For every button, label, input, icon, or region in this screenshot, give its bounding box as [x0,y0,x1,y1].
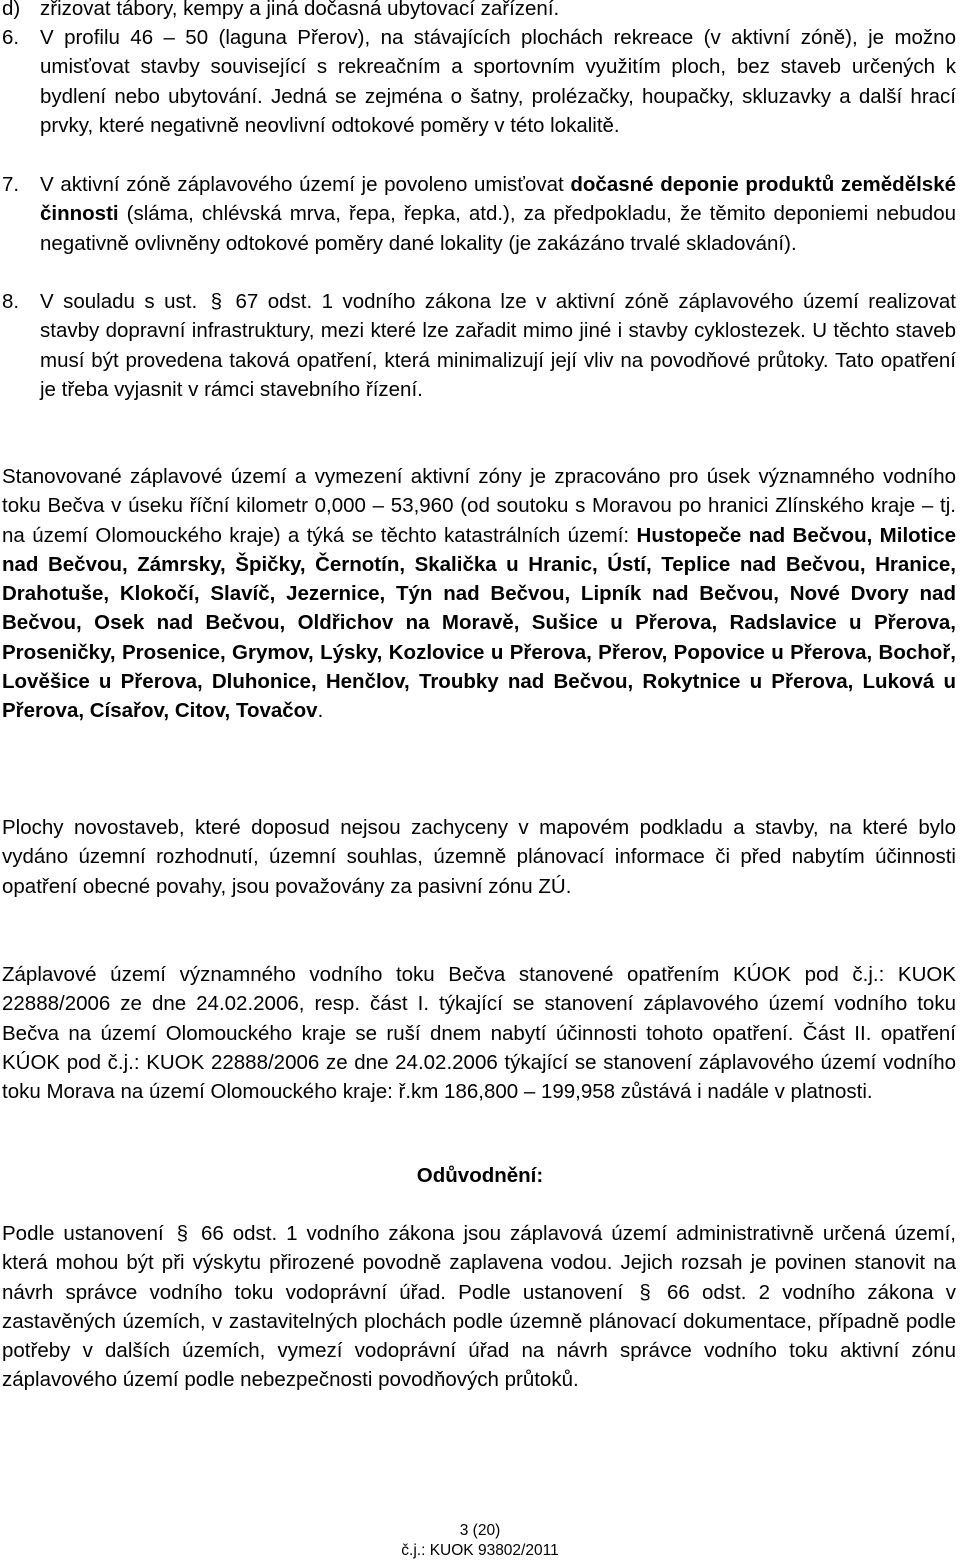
list-number: 6. [2,26,20,49]
section-sign: § [639,1280,651,1304]
section-heading: Odůvodnění: [416,1164,544,1187]
list-number: 7. [2,173,20,196]
text-run: V souladu s ust. [40,290,207,313]
document-reference: č.j.: KUOK 93802/2011 [401,1542,559,1559]
text-run: V aktivní zóně záplavového území je povoleno umisťovat [40,173,571,196]
text-run: Stanovované záplavové území a vymezení aktivní zóny je zpracováno pro úsek významného vodního toku Bečva v úseku říční kilometr 0,000 – 53,960 (od soutoku s Moravou po hranici Zlínského kraje – tj. na území Olomouckého kraje) a týká se těchto katastrálních území: [2,465,956,547]
list-item-8 [2,287,956,404]
paragraph-reasoning [2,1219,956,1395]
cadastral-territories-list: Hustopeče nad Bečvou, Milotice nad Bečvou, Zámrsky, Špičky, Černotín, Skalička u Hranic, Ústí, Teplice nad Bečvou, Hranice, Drahotuše, Klokočí, Slavíč, Jezernice, Týn nad Bečvou, Lipník nad Bečvou, Nové Dvory nad Bečvou, Osek nad Bečvou, Oldřichov na Moravě, Sušice u Přerova, Radslavice u Přerova, Proseničky, Prosenice, Grymov, Lýsky, Kozlovice u Přerova, Přerov, Popovice u Přerova, Bochoř, Lověšice u Přerova, Dluhonice, Henčlov, Troubky nad Bečvou, Rokytnice u Přerova, Luková u Přerova, Císařov, Citov, Tovačov [2,523,956,723]
text-run: Podle ustanovení [2,1222,173,1245]
section-sign: § [210,290,222,313]
list-item-d [2,0,956,23]
text-run: 66 odst. 2 vodního zákona v zastavěných územích, v zastavitelných plochách podle územně plánovací dokumentace, případně podle potřeby v dalších územích, vymezí vodoprávní úřad na návrh správce vodního toku aktivní zónu záplavového území podle nebezpečnosti povodňových průtoků. [2,1280,956,1392]
list-text [40,170,956,258]
text-run: (sláma, chlévská mrva, řepa, řepka, atd.), za předpokladu, že těmito deponiemi nebudou negativně ovlivněny odtokové poměry dané lokality (je zakázáno trvalé skladování). [40,202,956,255]
paragraph-new-buildings: Plochy novostaveb, které doposud nejsou zachyceny v mapovém podkladu a stavby, na které bylo vydáno územní rozhodnutí, územní souhlas, územně plánovací informace či před nabytím účinnosti opatření obecné povahy, jsou považovány za pasivní zónu ZÚ. [2,816,956,898]
list-text: V profilu 46 – 50 (laguna Přerov), na stávajících plochách rekreace (v aktivní zóně), je možno umisťovat stavby související s rekreačním a sportovním využitím ploch, bez staveb určených k bydlení nebo ubytování. Jedná se zejména o šatny, prolézačky, houpačky, skluzavky a další hrací prvky, které negativně neovlivní odtokové poměry v této lokalitě. [40,26,956,137]
list-number: d) [2,0,21,20]
page-number: 3 (20) [459,1522,501,1539]
list-number: 8. [2,290,20,313]
bold-text-run: dočasné deponie produktů zemědělské činnosti [40,173,956,226]
list-item-6 [2,23,956,140]
text-run: . [317,699,324,723]
paragraph-scope [2,462,956,726]
section-sign: § [176,1222,189,1245]
list-text [40,287,956,404]
text-run: 67 odst. 1 vodního zákona lze v aktivní zóně záplavového území realizovat stavby dopravní infrastruktury, mezi které lze zařadit mimo jiné i stavby cyklostezek. U těchto staveb musí být provedena taková opatření, která minimalizují její vliv na povodňové průtoky. Tato opatření je třeba vyjasnit v rámci stavebního řízení. [40,290,956,401]
text-run: 66 odst. 1 vodního zákona jsou záplavová území administrativně určená území, která mohou být při výskytu přirozené povodně zaplavena vodou. Jejich rozsah je povinen stanovit na návrh správce vodního toku vodoprávní úřad. Podle ustanovení [2,1222,956,1304]
list-item-7 [2,170,956,258]
paragraph-cancellation: Záplavové území významného vodního toku Bečva stanovené opatřením KÚOK pod č.j.: KUOK 22888/2006 ze dne 24.02.2006, resp. část I. týkající se stanovení záplavového území vodního toku Bečva na území Olomouckého kraje se ruší dnem nabytí účinnosti tohoto opatření. Část II. opatření KÚOK pod č.j.: KUOK 22888/2006 ze dne 24.02.2006 týkající se stanovení záplavového území vodního toku Morava na území Olomouckého kraje: ř.km 186,800 – 199,958 zůstává i nadále v platnosti. [2,963,956,1104]
list-text: zřizovat tábory, kempy a jiná dočasná ubytovací zařízení. [40,0,560,20]
